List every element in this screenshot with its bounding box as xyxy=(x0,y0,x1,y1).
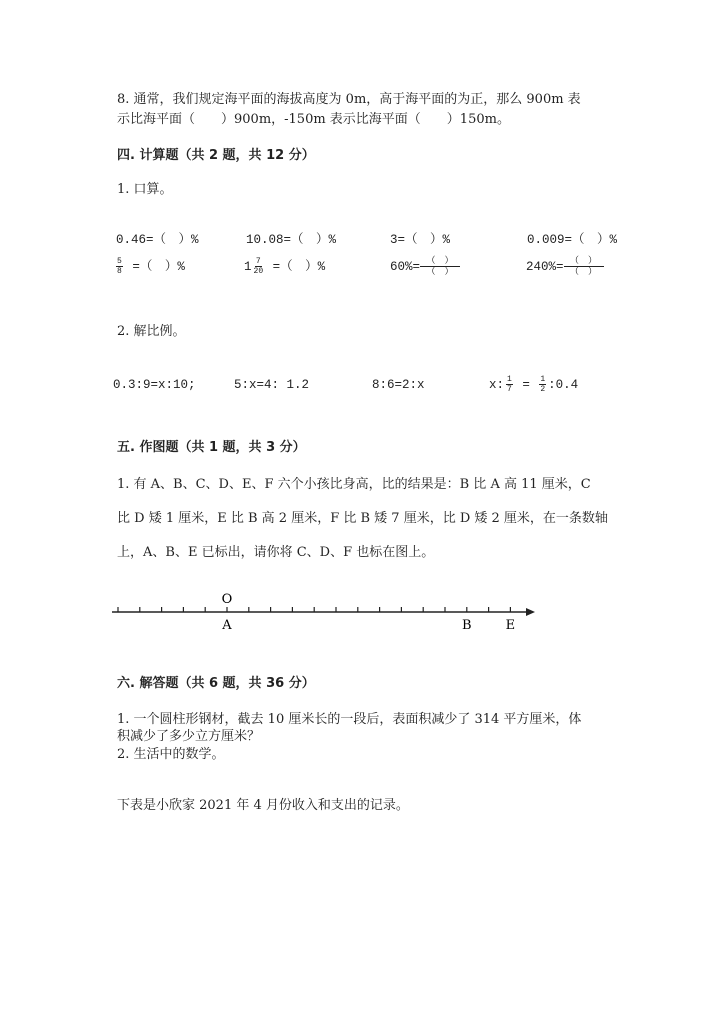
s5-line3: 上，A、B、E 已标出，请你将 C、D、F 也标在图上。 xyxy=(117,545,435,560)
proportion-3: 8:6=2:x xyxy=(372,378,425,392)
s5-line2: 比 D 矮 1 厘米，E 比 B 高 2 厘米，F 比 B 矮 7 厘米，比 D 矮 2 厘米，在一条数轴 xyxy=(117,511,608,526)
number-line xyxy=(0,580,720,640)
calc-6: 1 $\frac{7}{20}$ =（ ）% xyxy=(244,257,326,277)
calc-5: $\frac{5}{8}$ =（ ）% xyxy=(117,257,185,277)
proportion-4: x: $\frac{1}{7}$ = $\frac{1}{2}$ :0.4 xyxy=(489,375,579,394)
section-6-title: 六. 解答题（共 6 题，共 36 分） xyxy=(117,676,315,691)
calc-3: 3=（ ）% xyxy=(390,233,451,247)
s6-q1-line2: 积减少了多少立方厘米？ xyxy=(117,729,261,744)
proportion-2: 5:x=4: 1.2 xyxy=(234,378,310,392)
calc-1: 0.46=（ ）% xyxy=(116,233,199,247)
point-label-a: A xyxy=(222,618,232,633)
s6-q2-text: 下表是小欣家 2021 年 4 月份收入和支出的记录。 xyxy=(117,798,409,813)
q2-title: 2. 解比例。 xyxy=(117,324,186,339)
s6-q1-line1: 1. 一个圆柱形钢材，截去 10 厘米长的一段后，表面积减少了 314 平方厘米，体 xyxy=(117,712,582,727)
arrow-icon xyxy=(526,608,535,616)
calc-4: 0.009=（ ）% xyxy=(527,233,618,247)
calc-7: 60%= （ ） （ ） xyxy=(390,256,460,277)
section-4-title: 四. 计算题（共 2 题，共 12 分） xyxy=(117,148,315,163)
q8-line2: 示比海平面（ ）900m，-150m 表示比海平面（ ）150m。 xyxy=(117,112,510,127)
point-label-b: B xyxy=(462,618,472,633)
point-label-e: E xyxy=(505,618,516,633)
calc-8: 240%= （ ） （ ） xyxy=(526,256,604,277)
s5-line1: 1. 有 A、B、C、D、E、F 六个小孩比身高，比的结果是：B 比 A 高 11 厘米，C xyxy=(117,477,591,492)
q1-title: 1. 口算。 xyxy=(117,182,173,197)
proportion-1: 0.3:9=x:10; xyxy=(113,378,196,392)
s6-q2: 2. 生活中的数学。 xyxy=(117,747,225,762)
calc-2: 10.08=（ ）% xyxy=(246,233,337,247)
q8-line1: 8. 通常，我们规定海平面的海拔高度为 0m，高于海平面的为正，那么 900m 表 xyxy=(117,92,581,107)
section-5-title: 五. 作图题（共 1 题，共 3 分） xyxy=(117,440,306,455)
origin-label: O xyxy=(221,592,233,607)
